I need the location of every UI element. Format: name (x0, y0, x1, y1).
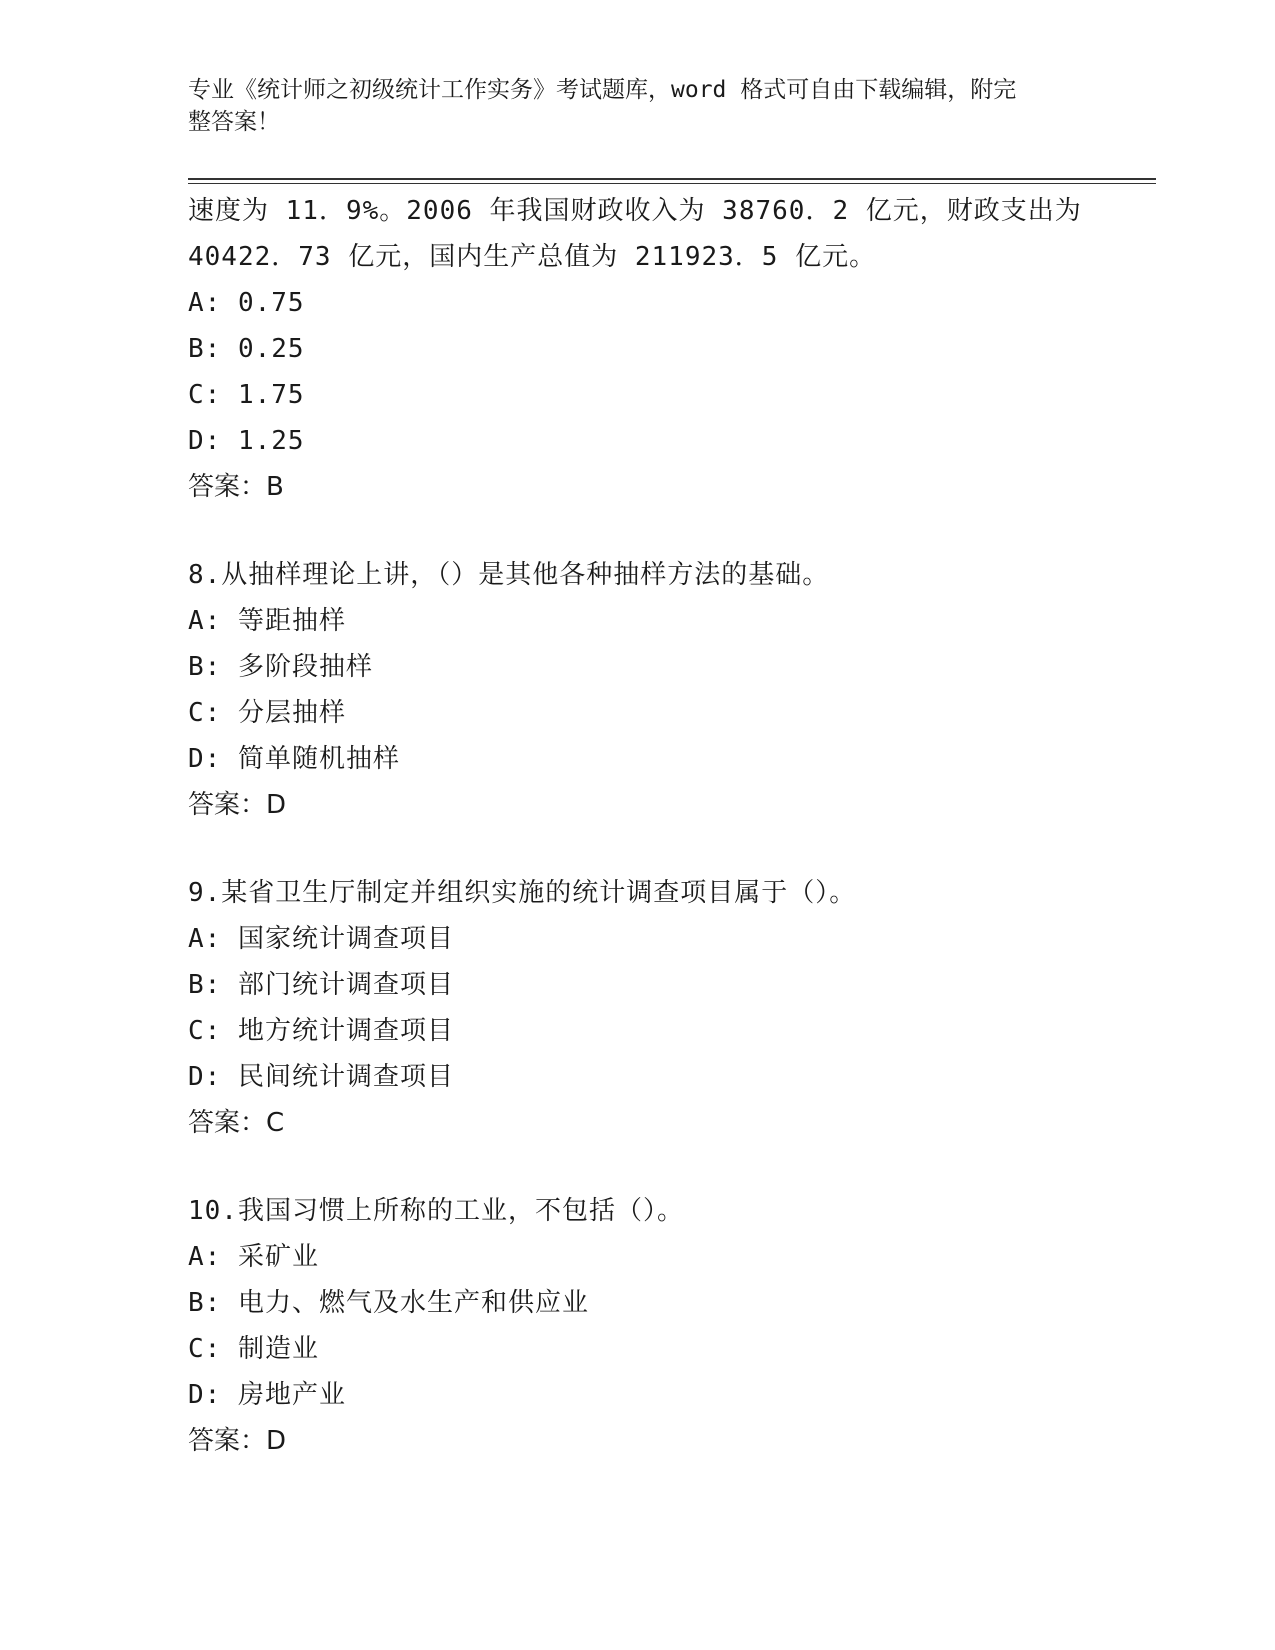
option-b: B: 多阶段抽样 (188, 652, 373, 682)
option-b: B: 0.25 (188, 334, 305, 364)
header-line-2: 整答案！ (188, 109, 280, 135)
option-c: C: 地方统计调查项目 (188, 1016, 454, 1046)
page-header (188, 74, 1088, 138)
option-b: B: 部门统计调查项目 (188, 970, 454, 1000)
option-a: A: 等距抽样 (188, 606, 346, 636)
question-stem-line: 40422．73 亿元，国内生产总值为 211923．5 亿元。 (188, 242, 877, 272)
header-divider-thin (188, 183, 1156, 184)
option-a: A: 国家统计调查项目 (188, 924, 454, 954)
question-stem: 8.从抽样理论上讲，（）是其他各种抽样方法的基础。 (188, 560, 830, 590)
answer: 答案：D (188, 790, 287, 820)
answer: 答案：C (188, 1108, 285, 1138)
question-7-continued (188, 188, 1148, 510)
option-c: C: 制造业 (188, 1334, 319, 1364)
option-d: D: 1.25 (188, 426, 305, 456)
question-stem: 9.某省卫生厅制定并组织实施的统计调查项目属于（）。 (188, 878, 857, 908)
question-9 (188, 870, 1148, 1146)
option-d: D: 房地产业 (188, 1380, 346, 1410)
header-divider-thick (188, 178, 1156, 180)
answer: 答案：D (188, 1426, 287, 1456)
header-line-1: 专业《统计师之初级统计工作实务》考试题库，word 格式可自由下载编辑，附完 (188, 77, 1017, 103)
option-c: C: 1.75 (188, 380, 305, 410)
option-c: C: 分层抽样 (188, 698, 346, 728)
question-stem: 10.我国习惯上所称的工业，不包括（）。 (188, 1196, 684, 1226)
option-d: D: 民间统计调查项目 (188, 1062, 454, 1092)
question-8 (188, 552, 1148, 828)
exam-content (188, 188, 1148, 1464)
option-a: A: 采矿业 (188, 1242, 319, 1272)
option-b: B: 电力、燃气及水生产和供应业 (188, 1288, 589, 1318)
question-stem-line: 速度为 11．9%。2006 年我国财政收入为 38760．2 亿元，财政支出为 (188, 196, 1082, 226)
question-10 (188, 1188, 1148, 1464)
option-d: D: 简单随机抽样 (188, 744, 400, 774)
answer: 答案：B (188, 472, 284, 502)
option-a: A: 0.75 (188, 288, 305, 318)
